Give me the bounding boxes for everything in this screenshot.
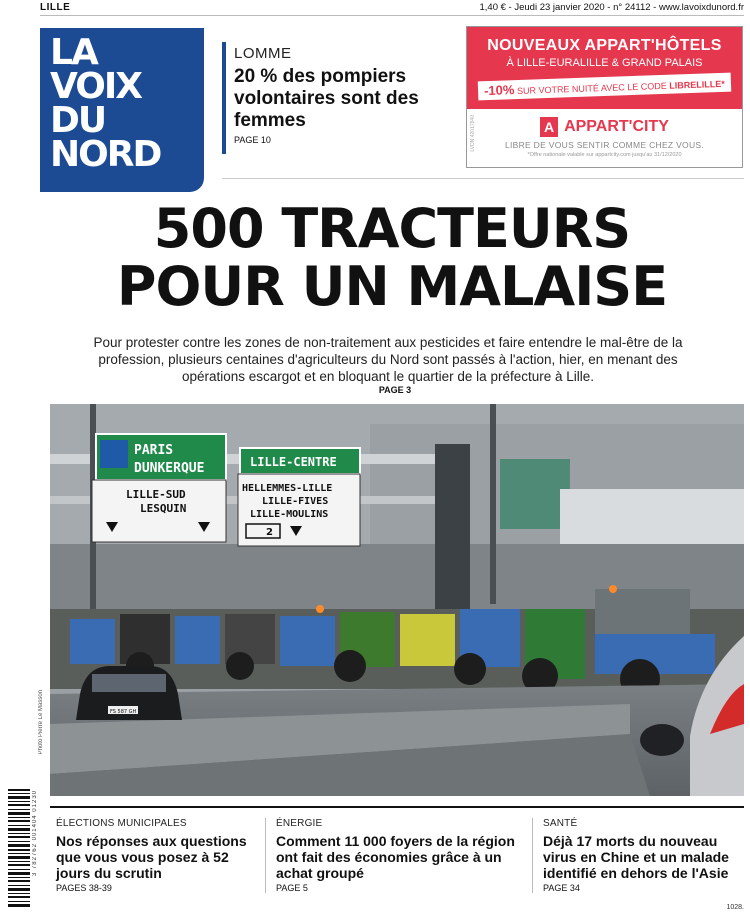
lede-text: Pour protester contre les zones de non-traitement aux pesticides et faire entendre le mal-être de la profession, plusieurs centaines d'agriculteurs du Nord sont passés à l'action, hier, en menant des opérations escargot et en bloquant le quartier de la préfecture à Lille. xyxy=(93,335,683,384)
sign-text: LILLE-CENTRE xyxy=(250,455,337,469)
brief-title[interactable]: Nos réponses aux questions que vous vous posez à 52 jours du scrutin xyxy=(56,833,247,881)
road-sign-lille xyxy=(238,448,360,546)
brief-category: SANTÉ xyxy=(543,818,578,829)
teaser-title[interactable]: 20 % des pompiers volontaires sont des femmes xyxy=(234,66,419,131)
brand-logo-icon: A xyxy=(540,117,558,137)
black-car xyxy=(76,666,182,720)
license-plate: FS 587 GH xyxy=(110,709,137,715)
photo-credit: Photo Pierre Le Masson xyxy=(38,690,44,755)
divider xyxy=(50,806,744,808)
advertisement[interactable] xyxy=(466,26,743,168)
ad-promo-code: LIBRELILLE* xyxy=(669,78,726,91)
teaser-kicker: LOMME xyxy=(234,45,292,62)
tractor xyxy=(175,616,220,664)
logo-line: NORD xyxy=(50,134,161,175)
exit-number: 2 xyxy=(266,527,273,538)
brief-page: PAGE 5 xyxy=(276,883,308,893)
sign-text: PARIS xyxy=(134,443,174,458)
sign-text: LESQUIN xyxy=(140,502,187,515)
ad-banner xyxy=(467,27,742,109)
brief-elections[interactable] xyxy=(56,818,261,893)
ad-promo-percent: -10% xyxy=(483,82,515,99)
tractor xyxy=(280,616,335,666)
brief-sante[interactable] xyxy=(532,818,744,893)
top-teaser[interactable] xyxy=(222,42,452,154)
tractor xyxy=(400,614,455,666)
sign-text: LILLE-FIVES xyxy=(262,496,329,507)
sign-text: LILLE-MOULINS xyxy=(250,509,329,520)
top-bar xyxy=(40,0,744,16)
ad-legal: *Offre nationale valable sur appartcity.com jusqu'au 31/12/2020 xyxy=(527,152,682,158)
ad-brand xyxy=(467,117,742,137)
barcode-icon xyxy=(6,785,32,910)
ad-brand-name: APPART'CITY xyxy=(564,118,669,136)
barcode-number: 3 782762 001404 01230 xyxy=(32,790,38,877)
brief-page: PAGES 38-39 xyxy=(56,883,112,893)
issue-meta: 1,40 € - Jeudi 23 janvier 2020 - n° 24112 - www.lavoixdunord.fr xyxy=(479,2,744,13)
folio: 1028. xyxy=(726,904,744,911)
brief-title[interactable]: Comment 11 000 foyers de la région ont fait des économies grâce à un achat groupé xyxy=(276,833,515,881)
headline-line-1: 500 TRACTEURS xyxy=(153,197,631,260)
ad-tagline: LIBRE DE VOUS SENTIR COMME CHEZ VOUS. xyxy=(504,140,705,150)
brief-energie[interactable] xyxy=(265,818,527,893)
teaser-page: PAGE 10 xyxy=(234,135,271,145)
newspaper-logo[interactable] xyxy=(40,28,204,192)
logo-line: VOIX xyxy=(50,66,141,107)
ad-reference: LVDN 42017840 xyxy=(470,115,476,152)
brief-page: PAGE 34 xyxy=(543,883,580,893)
sign-text: LILLE-SUD xyxy=(126,488,186,501)
lede-page: PAGE 3 xyxy=(378,385,412,395)
logo-line: LA xyxy=(50,32,97,73)
ad-title: NOUVEAUX APPART'HÔTELS xyxy=(487,37,722,54)
photo-illustration xyxy=(50,404,744,796)
tractor xyxy=(70,619,115,664)
cover-photo[interactable] xyxy=(50,404,744,796)
ad-subtitle: À LILLE-EURALILLE & GRAND PALAIS xyxy=(506,57,703,69)
main-headline[interactable] xyxy=(40,197,744,318)
gantry-pillar xyxy=(435,444,470,614)
brief-category: ÉNERGIE xyxy=(276,818,323,829)
brief-title[interactable]: Déjà 17 morts du nouveau virus en Chine et un malade identifié en dehors de l'Asie xyxy=(543,833,729,881)
building-glass xyxy=(500,459,570,529)
ad-promo-text: SUR VOTRE NUITÉ AVEC LE CODE xyxy=(516,80,668,97)
sign-text: HELLEMMES-LILLE xyxy=(242,483,333,494)
headline-line-2: POUR UN MALAISE xyxy=(116,255,668,318)
sign-text: DUNKERQUE xyxy=(134,461,205,476)
brief-category: ÉLECTIONS MUNICIPALES xyxy=(56,818,187,829)
ad-promo xyxy=(478,73,731,101)
road-sign-paris xyxy=(92,434,226,542)
lamp-post xyxy=(490,404,496,604)
divider xyxy=(222,178,744,179)
logo-line: DU xyxy=(50,100,106,141)
edition-label: LILLE xyxy=(40,2,71,13)
